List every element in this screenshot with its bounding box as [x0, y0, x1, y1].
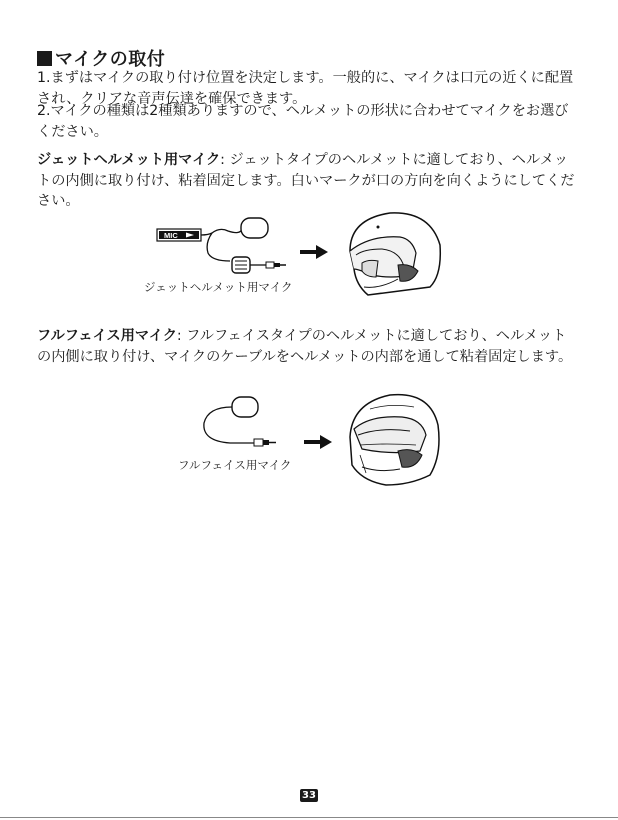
footer-rule — [0, 817, 618, 818]
jet-mic-caption: ジェットヘルメット用マイク — [144, 280, 293, 294]
full-face-mic-description — [37, 326, 577, 367]
full-face-mic-figure — [190, 385, 450, 490]
jet-mic-label: ジェットヘルメット用マイク — [37, 152, 221, 168]
full-face-mic-text: : フルフェイスタイプのヘルメットに適しており、ヘルメットの内側に取り付け、マイクのケーブルをヘルメットの内部を通して粘着固定します。 — [37, 328, 573, 365]
full-face-mic-illustration — [190, 385, 450, 490]
jet-mic-description — [37, 150, 577, 212]
step-1-text: 1.まずはマイクの取り付け位置を決定します。一般的に、マイクは口元の近くに配置され、クリアな音声伝達を確保できます。 — [37, 70, 574, 107]
square-bullet-icon — [37, 51, 52, 66]
page-number: 33 — [300, 789, 318, 802]
step-2-text: 2.マイクの種類は2種類ありますので、ヘルメットの形状に合わせてマイクをお選びください。 — [37, 103, 569, 140]
mic-tag-text: MIC — [164, 231, 178, 240]
full-face-mic-label: フルフェイス用マイク — [37, 328, 177, 344]
section-title: マイクの取付 — [55, 49, 166, 70]
jet-mic-text: : ジェットタイプのヘルメットに適しており、ヘルメットの内側に取り付け、粘着固定します。白いマークが口の方向を向くようにしてください。 — [37, 152, 575, 209]
full-face-mic-caption: フルフェイス用マイク — [178, 458, 292, 472]
